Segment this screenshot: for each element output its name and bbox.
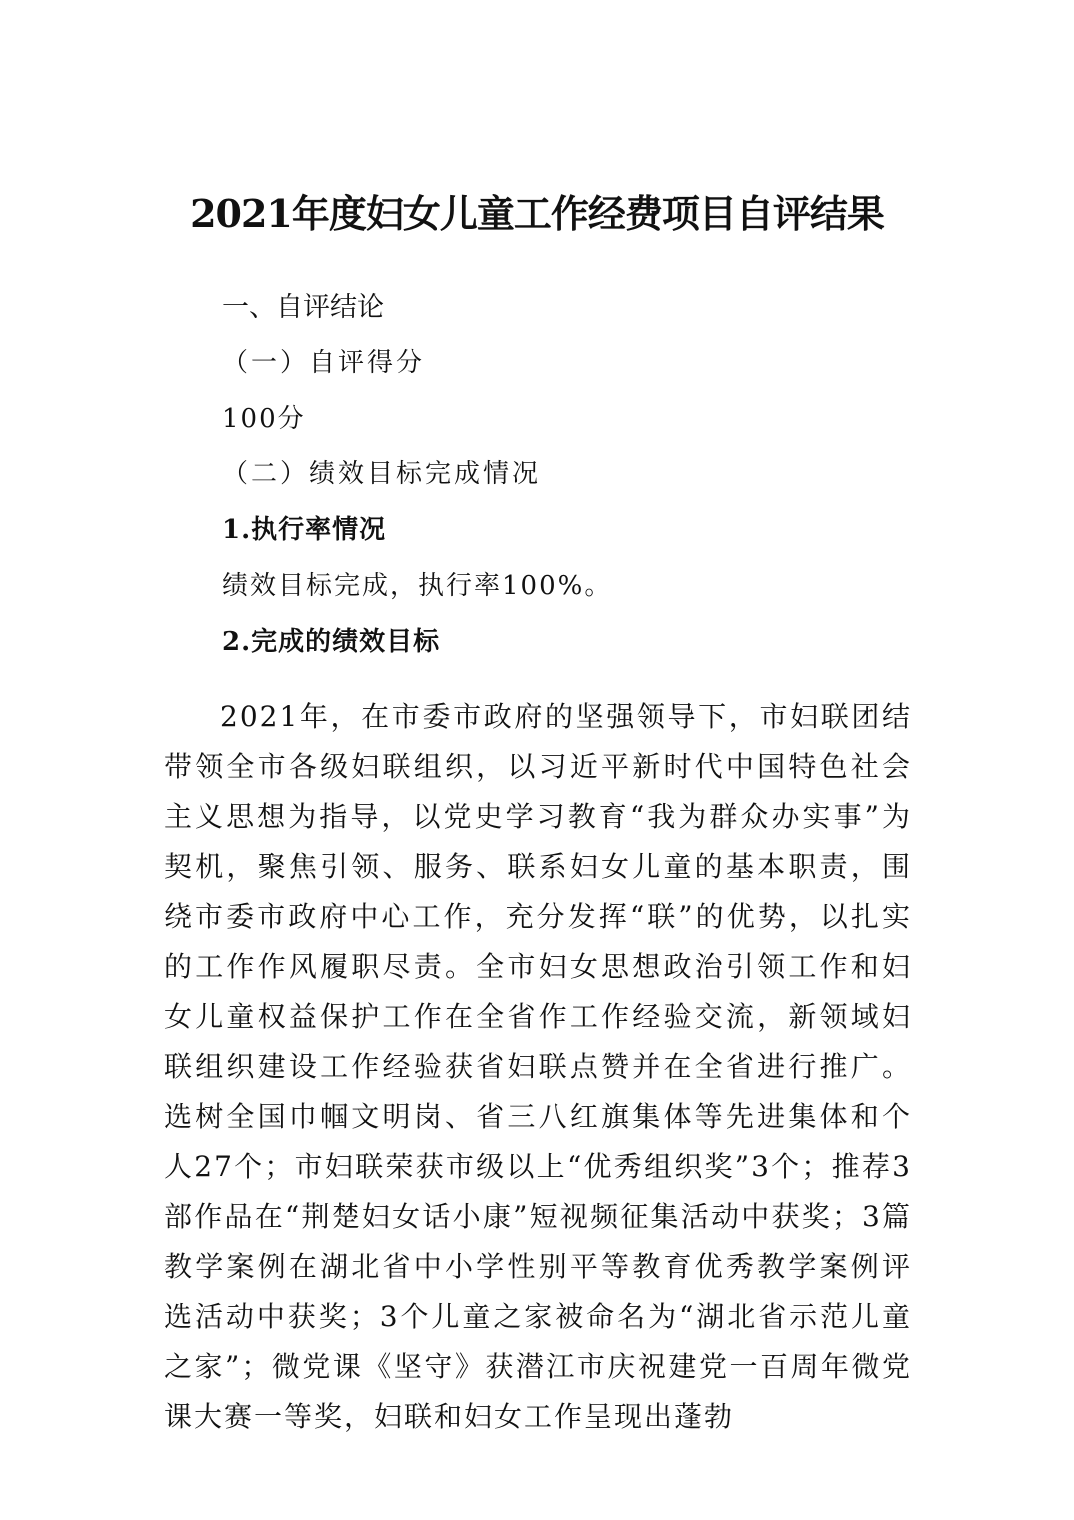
completed-goals-paragraph: 2021年，在市委市政府的坚强领导下，市妇联团结带领全市各级妇联组织，以习近平新时代中国特色社会主义思想为指导，以党史学习教育“我为群众办实事”为契机，聚焦引领、服务、联系妇女儿童的基本职责，围绕市委市政府中心工作，充分发挥“联”的优势，以扎实的工作作风履职尽责。全市妇女思想政治引领工作和妇女儿童权益保护工作在全省作工作经验交流，新领域妇联组织建设工作经验获省妇联点赞并在全省进行推广。选树全国巾帼文明岗、省三八红旗集体等先进集体和个人27个；市妇联荣获市级以上“优秀组织奖”3个；推荐3部作品在“荆楚妇女话小康”短视频征集活动中获奖；3篇教学案例在湖北省中小学性别平等教育优秀教学案例评选活动中获奖；3个儿童之家被命名为“湖北省示范儿童之家”；微党课《坚守》获潜江市庆祝建党一百周年微党课大赛一等奖，妇联和妇女工作呈现出蓬勃 <box>164 700 912 1433</box>
subsection-heading-goals: （二）绩效目标完成情况 <box>222 459 542 489</box>
document-title: 2021年度妇女儿童工作经费项目自评结果 <box>190 191 884 236</box>
subsection-heading-score: （一）自评得分 <box>222 348 426 378</box>
section-heading-conclusion: 一、自评结论 <box>222 292 384 323</box>
item-heading-completed-goals: 2.完成的绩效目标 <box>222 627 441 657</box>
execution-rate-text: 绩效目标完成，执行率100%。 <box>222 571 613 601</box>
item-heading-execution-rate: 1.执行率情况 <box>222 515 387 545</box>
score-value: 100分 <box>222 404 306 434</box>
